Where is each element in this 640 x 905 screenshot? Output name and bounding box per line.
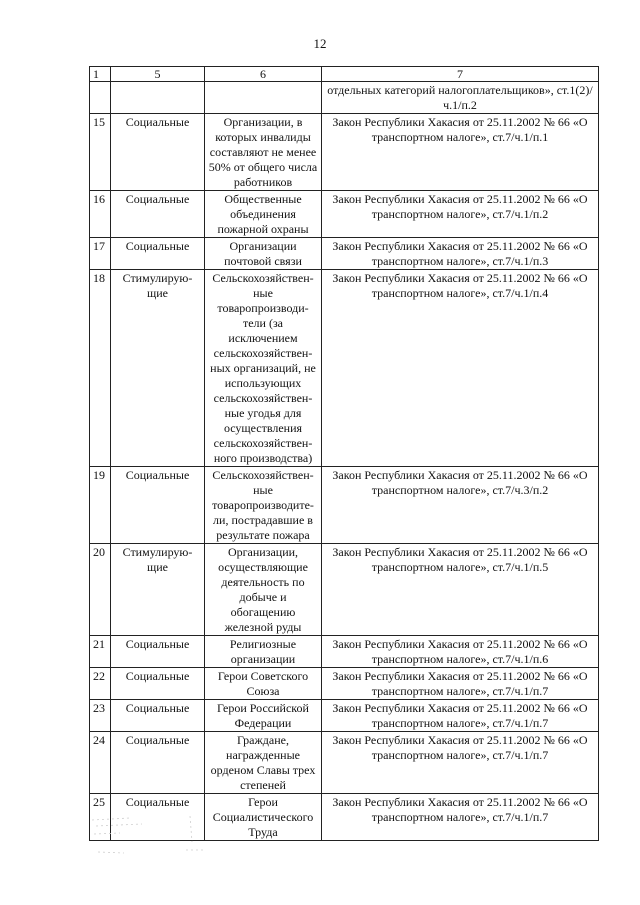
- legal-basis: Закон Республики Хакасия от 25.11.2002 № 66 «О транспортном налоге», ст.7/ч.1/п.7: [322, 668, 599, 700]
- taxpayer-category: Организации почтовой связи: [205, 238, 322, 270]
- legal-basis: Закон Республики Хакасия от 25.11.2002 № 66 «О транспортном налоге», ст.7/ч.1/п.5: [322, 544, 599, 636]
- page-number: 12: [313, 36, 327, 51]
- table-row: [90, 544, 599, 636]
- table-row: [90, 238, 599, 270]
- legal-basis: Закон Республики Хакасия от 25.11.2002 № 66 «О транспортном налоге», ст.7/ч.1/п.2: [322, 191, 599, 238]
- taxpayer-category: Герои Российской Федерации: [205, 700, 322, 732]
- header-col-6: 6: [205, 67, 322, 82]
- row-number: 16: [90, 191, 111, 238]
- row-number: 23: [90, 700, 111, 732]
- taxpayer-category: Общественные объединения пожарной охраны: [205, 191, 322, 238]
- header-col-7: 7: [322, 67, 599, 82]
- taxpayer-category: Сельскохозяйствен-ные товаропроизводите-ли, пострадавшие в результате пожара: [205, 467, 322, 544]
- benefit-type: Социальные: [111, 191, 205, 238]
- continuation-row: [90, 82, 599, 114]
- row-number: 18: [90, 270, 111, 467]
- table-row: [90, 668, 599, 700]
- table-row: [90, 114, 599, 191]
- legal-basis: Закон Республики Хакасия от 25.11.2002 № 66 «О транспортном налоге», ст.7/ч.1/п.1: [322, 114, 599, 191]
- benefit-type: Стимулирую-щие: [111, 270, 205, 467]
- legal-basis: Закон Республики Хакасия от 25.11.2002 № 66 «О транспортном налоге», ст.7/ч.1/п.7: [322, 732, 599, 794]
- row-number: 24: [90, 732, 111, 794]
- legal-basis: отдельных категорий налогоплательщиков», ст.1(2)/ч.1/п.2: [322, 82, 599, 114]
- legal-basis: Закон Республики Хакасия от 25.11.2002 № 66 «О транспортном налоге», ст.7/ч.1/п.7: [322, 794, 599, 841]
- row-number: 15: [90, 114, 111, 191]
- table-row: [90, 191, 599, 238]
- taxpayer-category: Сельскохозяйствен-ные товаропроизводи-тели (за исключением сельскохозяйствен-ных организаций, не использующих сельскохозяйствен-ные угодья для осуществления сельскохозяйствен-ного производства): [205, 270, 322, 467]
- benefit-type: Стимулирую-щие: [111, 544, 205, 636]
- taxpayer-category: Граждане, награжденные орденом Славы трех степеней: [205, 732, 322, 794]
- row-number: 25: [90, 794, 111, 841]
- taxpayer-category: [205, 82, 322, 114]
- table-row: [90, 636, 599, 668]
- legal-basis: Закон Республики Хакасия от 25.11.2002 № 66 «О транспортном налоге», ст.7/ч.1/п.7: [322, 700, 599, 732]
- benefit-type: Социальные: [111, 794, 205, 841]
- benefit-type: Социальные: [111, 732, 205, 794]
- taxpayer-category: Герои Советского Союза: [205, 668, 322, 700]
- benefit-type: Социальные: [111, 636, 205, 668]
- row-number: 20: [90, 544, 111, 636]
- benefit-type: Социальные: [111, 700, 205, 732]
- taxpayer-category: Организации, осуществляющие деятельность по добыче и обогащению железной руды: [205, 544, 322, 636]
- table-row: [90, 270, 599, 467]
- row-number: 17: [90, 238, 111, 270]
- benefit-type: Социальные: [111, 114, 205, 191]
- table-header-row: [90, 67, 599, 82]
- benefit-type: Социальные: [111, 668, 205, 700]
- row-number: 21: [90, 636, 111, 668]
- taxpayer-category: Герои Социалистического Труда: [205, 794, 322, 841]
- row-number: [90, 82, 111, 114]
- header-col-1: 1: [90, 67, 111, 82]
- legal-basis: Закон Республики Хакасия от 25.11.2002 № 66 «О транспортном налоге», ст.7/ч.1/п.4: [322, 270, 599, 467]
- benefit-type: [111, 82, 205, 114]
- taxpayer-category: Организации, в которых инвалиды составляют не менее 50% от общего числа работников: [205, 114, 322, 191]
- faint-scribble-marks: [90, 812, 210, 862]
- legal-basis: Закон Республики Хакасия от 25.11.2002 № 66 «О транспортном налоге», ст.7/ч.1/п.6: [322, 636, 599, 668]
- table-row: [90, 700, 599, 732]
- table-body: [90, 67, 599, 841]
- header-col-5: 5: [111, 67, 205, 82]
- benefit-type: Социальные: [111, 238, 205, 270]
- row-number: 19: [90, 467, 111, 544]
- table-row: [90, 467, 599, 544]
- row-number: 22: [90, 668, 111, 700]
- taxpayer-category: Религиозные организации: [205, 636, 322, 668]
- legal-basis: Закон Республики Хакасия от 25.11.2002 № 66 «О транспортном налоге», ст.7/ч.1/п.3: [322, 238, 599, 270]
- benefit-type: Социальные: [111, 467, 205, 544]
- table-row: [90, 732, 599, 794]
- legal-basis: Закон Республики Хакасия от 25.11.2002 № 66 «О транспортном налоге», ст.7/ч.3/п.2: [322, 467, 599, 544]
- benefits-table: [89, 66, 599, 841]
